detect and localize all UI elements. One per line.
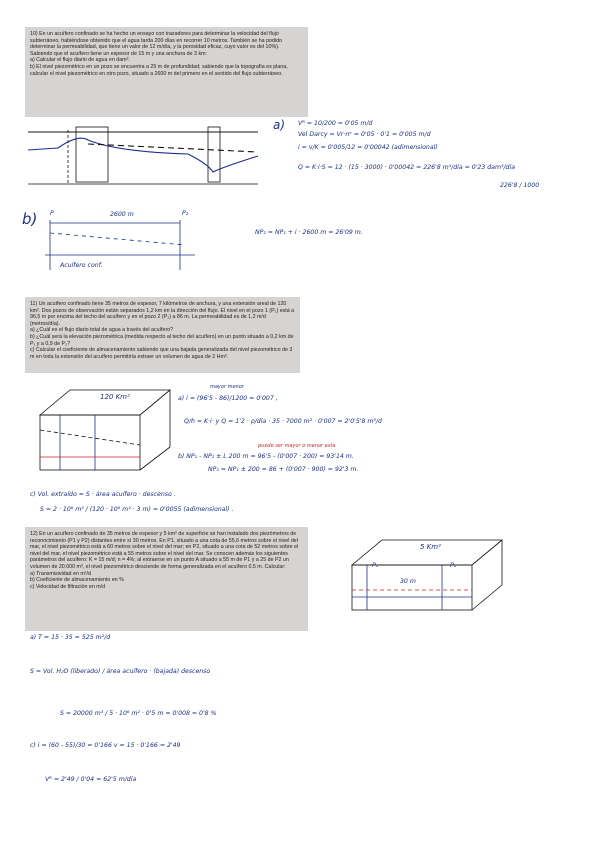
sol11-c: c) Vol. extraído = S · área acuífero · descenso . <box>30 491 176 498</box>
sol11-top-note: mayor menor <box>210 384 244 390</box>
sol11-b2: NP₂ = NP₁ ± 200 = 86 + (0'007 · 900) = 92'3 m. <box>208 466 359 473</box>
sol12-c: c) i = (60 - 55)/30 = 0'166 v = 15 · 0'166 = 2'49 <box>30 742 181 749</box>
problem-10-b: b) El nivel piezométrico en un pozo se encuentra a 25 m de profundidad; sabiendo que la topografía es plana, calcular el nivel piezométrico en otro pozo, situado a 2600 m del primero en el sentido del flujo subterráneo. <box>30 63 288 77</box>
problem-11-text <box>25 297 300 373</box>
problem-12-c: c) Velocidad de filtración en m/d <box>30 583 106 590</box>
sol12-vr: Vᴿ = 2'49 / 0'04 = 62'5 m/día <box>45 776 137 783</box>
problem-10-statement: 10) En un acuífero confinado se ha hecho un ensayo con trazadores para determinar la velocidad del flujo subterráneo, habiéndose obtenido que el agua tarda 200 días en recorrer 10 metros. También se ha podido determinar la permeabilidad, que tiene un valor de 12 m/día, y la porosidad eficaz, cuyo valor es del 10%). Sabiendo que el acuífero tiene un espesor de 15 m y una anchura de 3 km: <box>30 31 282 57</box>
problem-12-text <box>25 527 308 631</box>
sol11-red-note: puede ser mayor o menor esta <box>258 443 336 449</box>
problem-11-statement: 11) Un acuífero confinado tiene 35 metros de espesor, 7 kilómetros de anchura, y una extensión areal de 120 km². Dos pozos de observación están separados 1,2 km en la dirección del flujo. El nivel en el pozo 1 (P₁) está a 96,5 m por encima del techo del acuífero y en el pozo 2 (P₂) a 86 m. La permeabilidad es de 1,2 m/d (metros/día). <box>30 301 295 327</box>
problem-11-b: b) ¿Cuál será la elevación piezométrica (medida respecto al techo del acuífero) en un punto situado a 0,2 km de P₁ y a 0,9 de P₂? <box>30 333 294 347</box>
sol12-a: a) T = 15 · 35 = 525 m²/d <box>30 634 111 641</box>
sol10a-line1: Vᴿ = 10/200 = 0'05 m/d <box>298 120 373 127</box>
sol11-q: Q/h = K·i· y Q = 1'2 · ρ/día · 35 · 7000 m² · 0'007 = 2'0'5'8 m³/d <box>184 418 382 425</box>
sol10a-line4: Q = K·i·S = 12 · (15 · 3000) · 0'00042 = 226'8 m³/día = 0'23 dam³/día <box>298 164 515 171</box>
sol10b-label: b) <box>22 210 38 228</box>
sol11-area: 120 Km² <box>100 393 130 401</box>
sol11-a: a) i = (96'5 - 86)/1200 = 0'007 , <box>178 395 278 402</box>
problem-11-c: c) Calcular el coeficiente de almacenamiento sabiendo que una bajada generalizada del nivel piezométrico de 3 m en toda la extensión del acuífero permitiría extraer un volumen de agua de 2 Hm³. <box>30 347 293 360</box>
sol11-s: S = 2 · 10⁶ m³ / (120 · 10⁶ m² · 3 m) = 0'0055 (adimensional) . <box>40 506 234 513</box>
sol10b-p2: P₂ <box>182 210 189 217</box>
sol10b-equation: NP₂ = NP₁ + i · 2600 m = 26'09 m. <box>255 229 363 236</box>
problem-12-statement: 12) En un acuífero confinado de 35 metros de espesor y 5 km² de superficie se han instalado dos piezómetros de reconocimiento (P1 y P2) distantes entre sí 30 metros. En P1, situado a una cota de 55,6 metros sobre el nivel del mar, el nivel piezométrico está a 60 metros sobre el nivel del mar; en P2, situado a una cota de 52 metros sobre el nivel del mar, el nivel piezométrico está a 55 metros sobre el nivel del mar. Se conocen además los siguientes parámetros del acuífero: K = 15 m/d; n = 4%; al extraerse en un punto A situado a 55 m de P1 y a 25 de P2 un volumen de 20.000 m³, el nivel piezométrico desciende de forma generalizada en el acuífero 0.5 m. Calcular: <box>30 531 299 570</box>
sol12-b-formula: S = Vol. H₂O (liberado) / área acuífero · (bajada) descenso <box>30 668 211 675</box>
sol10a-line2: Vel Darcy = Vr·nᵉ = 0'05 · 0'1 = 0'005 m/d <box>298 131 431 138</box>
problem-12-b: b) Coeficiente de almacenamiento en % <box>30 577 124 584</box>
problem-10-text <box>25 27 308 117</box>
sol12-distance: 30 m <box>400 578 416 585</box>
sol12-b-value: S = 20000 m³ / 5 · 10⁶ m² · 0'5 m = 0'008 ≈ 0'8 % <box>60 710 217 717</box>
sol10a-line3: i = v/K = 0'005/12 = 0'00042 (adimensional) <box>298 144 438 151</box>
sol10b-p1: P <box>50 210 54 217</box>
sol10a-line5: 226'8 / 1000 <box>500 182 540 189</box>
sol12-p1: P₁ <box>372 562 379 569</box>
sol12-area: 5 Km² <box>420 543 441 551</box>
sol11-b: b) NP₁ - NP₂ ± L 200 m = 96'5 - (0'007 · 200) = 93'14 m. <box>178 453 354 460</box>
problem-10-diagram <box>28 122 258 192</box>
sol10a-label: a) <box>273 118 286 132</box>
problem-10-a: a) Calcular el flujo diario de agua en dam³. <box>30 57 130 64</box>
problem-11-a: a) ¿Cuál es el flujo diario total de agua a través del acuífero? <box>30 327 174 334</box>
sol10b-distance: 2600 m <box>110 211 134 218</box>
sol12-p2: P₂ <box>450 562 457 569</box>
problem-12-a: a) Transmisividad en m²/d <box>30 570 91 577</box>
sol10b-tag: Acuífero conf. <box>60 262 103 269</box>
